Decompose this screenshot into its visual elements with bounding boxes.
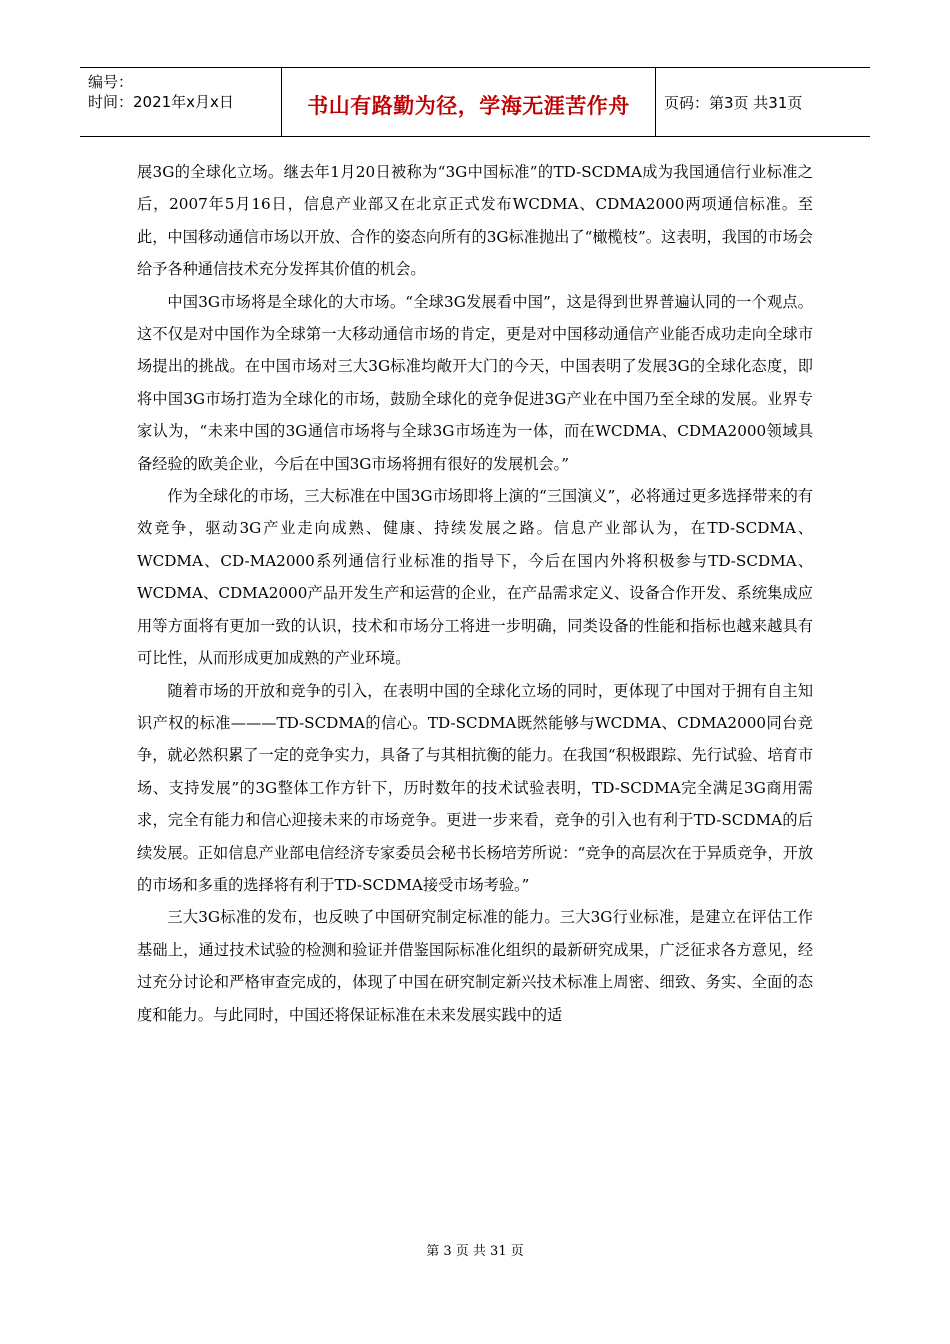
paragraph-5: 三大3G标准的发布，也反映了中国研究制定标准的能力。三大3G行业标准，是建立在评估工作基础上，通过技术试验的检测和验证并借鉴国际标准化组织的最新研究成果，广泛征求各方意见，经过充分讨论和严格审查完成的，体现了中国在研究制定新兴技术标准上周密、细致、务实、全面的态度和能力。与此同时，中国还将保证标准在未来发展实践中的适 [137,908,813,1024]
document-body [137,156,813,1031]
header-motto-cell [282,68,656,136]
paragraph-4: 随着市场的开放和竞争的引入，在表明中国的全球化立场的同时，更体现了中国对于拥有自主知识产权的标准———TD-SCDMA的信心。TD-SCDMA既然能够与WCDMA、CDMA2000同台竞争，就必然积累了一定的竞争实力，具备了与其相抗衡的能力。在我国“积极跟踪、先行试验、培育市场、支持发展”的3G整体工作方针下，历时数年的技术试验表明，TD-SCDMA完全满足3G商用需求，完全有能力和信心迎接未来的市场竞争。更进一步来看，竞争的引入也有利于TD-SCDMA的后续发展。正如信息产业部电信经济专家委员会秘书长杨培芳所说：“竞争的高层次在于异质竞争，开放的市场和多重的选择将有利于TD-SCDMA接受市场考验。” [137,681,814,894]
header-page-code-cell [656,68,870,136]
paragraph-2: 中国3G市场将是全球化的大市场。“全球3G发展看中国”，这是得到世界普遍认同的一个观点。这不仅是对中国作为全球第一大移动通信市场的肯定，更是对中国移动通信产业能否成功走向全球市场提出的挑战。在中国市场对三大3G标准均敞开大门的今天，中国表明了发展3G的全球化态度，即将中国3G市场打造为全球化的市场，鼓励全球化的竞争促进3G产业在中国乃至全球的发展。业界专家认为，“未来中国的3G通信市场将与全球3G市场连为一体，而在WCDMA、CDMA2000领域具备经验的欧美企业，今后在中国3G市场将拥有很好的发展机会。” [137,292,813,473]
page-header [80,67,870,137]
paragraph-1: 展3G的全球化立场。继去年1月20日被称为“3G中国标准”的TD-SCDMA成为我国通信行业标准之后，2007年5月16日，信息产业部又在北京正式发布WCDMA、CDMA2000两项通信标准。至此，中国移动通信市场以开放、合作的姿态向所有的3G标准抛出了“橄榄枝”。这表明，我国的市场会给予各种通信技术充分发挥其价值的机会。 [137,163,813,279]
footer-page-number: 第 3 页 共 31 页 [426,1244,524,1259]
motto-text: 书山有路勤为径，学海无涯苦作舟 [307,94,630,118]
page-footer [0,1240,950,1259]
paragraph-3: 作为全球化的市场，三大标准在中国3G市场即将上演的“三国演义”，必将通过更多选择带来的有效竞争，驱动3G产业走向成熟、健康、持续发展之路。信息产业部认为，在TD-SCDMA、WCDMA、CD-MA2000系列通信行业标准的指导下，今后在国内外将积极参与TD-SCDMA、WCDMA、CDMA2000产品开发生产和运营的企业，在产品需求定义、设备合作开发、系统集成应用等方面将有更加一致的认识，技术和市场分工将进一步明确，同类设备的性能和指标也越来越具有可比性，从而形成更加成熟的产业环境。 [137,487,813,668]
page-code: 页码：第3页 共31页 [664,93,803,112]
serial-label: 编号： [88,73,134,91]
header-meta [80,68,282,136]
time-label: 时间：2021年x月x日 [88,93,234,111]
